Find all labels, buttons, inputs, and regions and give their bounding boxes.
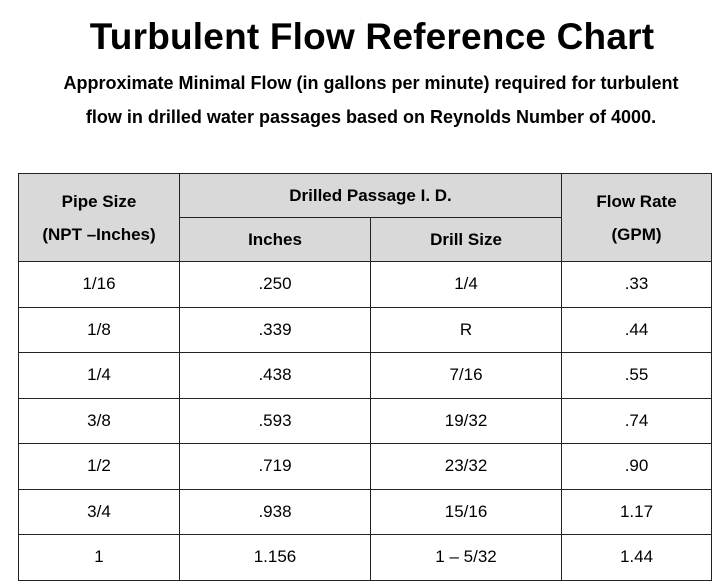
header-pipe-size-line-1: Pipe Size <box>61 191 137 211</box>
cell-pipe-size: 1/2 <box>19 444 180 490</box>
table-row <box>19 307 712 353</box>
table-row <box>19 444 712 490</box>
cell-drill-size: 7/16 <box>371 353 562 399</box>
header-inches: Inches <box>180 218 371 262</box>
cell-inches: .938 <box>180 489 371 535</box>
cell-pipe-size: 1/4 <box>19 353 180 399</box>
cell-flow-rate: 1.44 <box>562 535 712 581</box>
cell-drill-size: 1/4 <box>371 262 562 308</box>
header-flow-rate-line-1: Flow Rate <box>596 191 677 211</box>
cell-flow-rate: .33 <box>562 262 712 308</box>
cell-drill-size: R <box>371 307 562 353</box>
cell-inches: .593 <box>180 398 371 444</box>
table-row <box>19 262 712 308</box>
cell-flow-rate: .90 <box>562 444 712 490</box>
cell-flow-rate: .74 <box>562 398 712 444</box>
cell-pipe-size: 1/8 <box>19 307 180 353</box>
header-flow-rate-line-2: (GPM) <box>611 224 662 244</box>
cell-drill-size: 15/16 <box>371 489 562 535</box>
header-flow-rate <box>562 174 712 262</box>
cell-drill-size: 23/32 <box>371 444 562 490</box>
cell-pipe-size: 1 <box>19 535 180 581</box>
flow-reference-table <box>18 173 712 581</box>
cell-flow-rate: .44 <box>562 307 712 353</box>
cell-flow-rate: .55 <box>562 353 712 399</box>
page-title: Turbulent Flow Reference Chart <box>89 16 655 57</box>
table-row <box>19 353 712 399</box>
header-drill-size: Drill Size <box>371 218 562 262</box>
header-pipe-size-line-2: (NPT –Inches) <box>42 224 156 244</box>
subtitle-line-2: flow in drilled water passages based on Reynolds Number of 4000. <box>85 107 657 127</box>
table-row <box>19 398 712 444</box>
header-drilled-passage: Drilled Passage I. D. <box>180 174 562 218</box>
cell-pipe-size: 3/8 <box>19 398 180 444</box>
table-row <box>19 489 712 535</box>
header-pipe-size <box>19 174 180 262</box>
cell-pipe-size: 3/4 <box>19 489 180 535</box>
cell-drill-size: 1 – 5/32 <box>371 535 562 581</box>
cell-inches: .250 <box>180 262 371 308</box>
cell-flow-rate: 1.17 <box>562 489 712 535</box>
subtitle-line-1: Approximate Minimal Flow (in gallons per minute) required for turbulent <box>63 73 679 93</box>
cell-inches: .438 <box>180 353 371 399</box>
cell-drill-size: 19/32 <box>371 398 562 444</box>
table-row <box>19 535 712 581</box>
cell-inches: .339 <box>180 307 371 353</box>
cell-pipe-size: 1/16 <box>19 262 180 308</box>
cell-inches: 1.156 <box>180 535 371 581</box>
cell-inches: .719 <box>180 444 371 490</box>
